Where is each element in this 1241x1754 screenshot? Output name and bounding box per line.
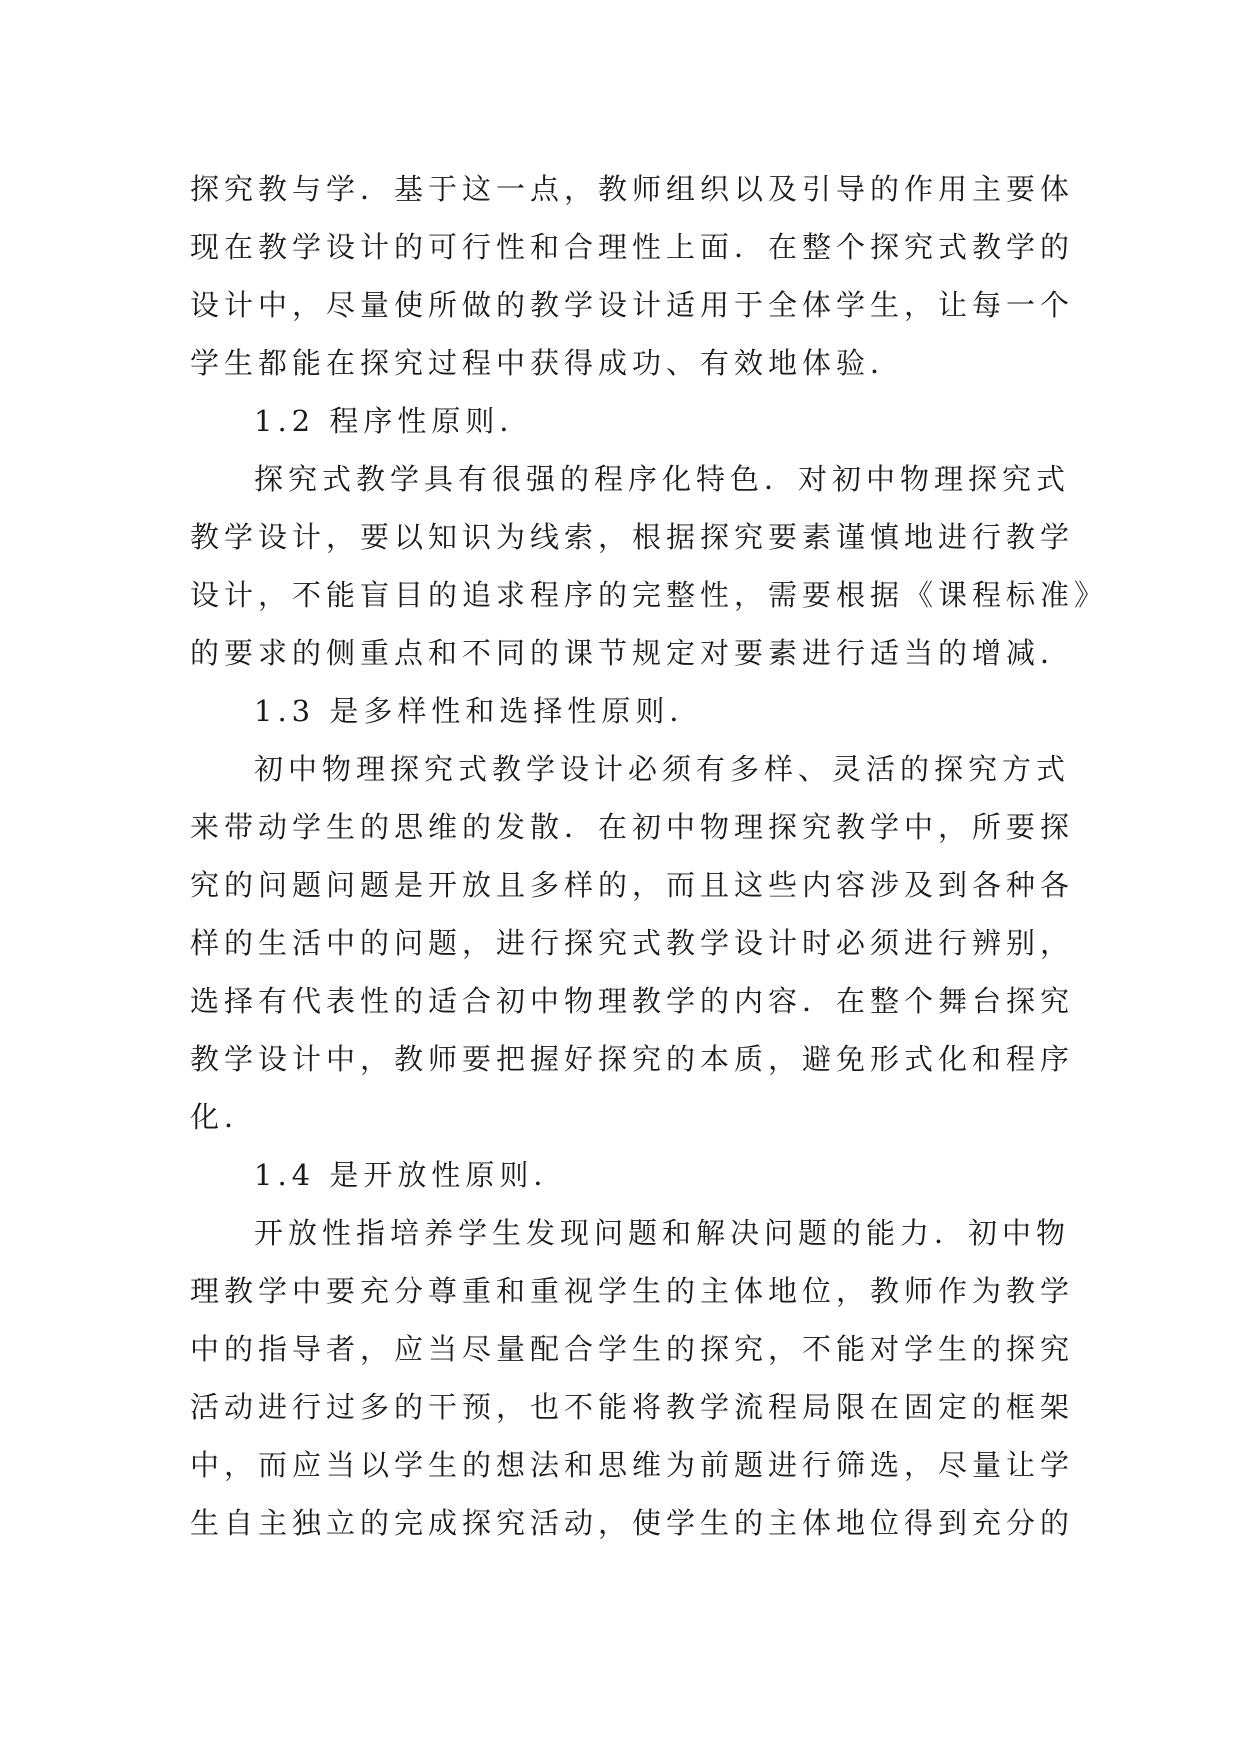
text-line: 来带动学生的思维的发散．在初中物理探究教学中，所要探 [190, 810, 1075, 844]
paragraph-start-line: 1.3 是多样性和选择性原则． [254, 694, 704, 728]
paragraph-start-line: 探究式教学具有很强的程序化特色．对初中物理探究式 [254, 462, 1071, 496]
text-line: 理教学中要充分尊重和重视学生的主体地位，教师作为教学 [190, 1274, 1075, 1308]
text-line: 中的指导者，应当尽量配合学生的探究，不能对学生的探究 [190, 1332, 1075, 1366]
text-line: 选择有代表性的适合初中物理教学的内容．在整个舞台探究 [190, 984, 1075, 1018]
text-line: 的要求的侧重点和不同的课节规定对要素进行适当的增减． [190, 636, 1075, 670]
text-line: 探究教与学．基于这一点，教师组织以及引导的作用主要体 [190, 172, 1075, 206]
text-line: 生自主独立的完成探究活动，使学生的主体地位得到充分的 [190, 1506, 1075, 1540]
paragraph-start-line: 初中物理探究式教学设计必须有多样、灵活的探究方式 [254, 752, 1071, 786]
text-line: 教学设计中，教师要把握好探究的本质，避免形式化和程序 [190, 1042, 1075, 1076]
paragraph-start-line: 1.4 是开放性原则． [254, 1158, 568, 1192]
text-line: 现在教学设计的可行性和合理性上面．在整个探究式教学的 [190, 230, 1075, 264]
text-line: 究的问题问题是开放且多样的，而且这些内容涉及到各种各 [190, 868, 1075, 902]
text-line: 教学设计，要以知识为线索，根据探究要素谨慎地进行教学 [190, 520, 1075, 554]
paragraph-start-line: 开放性指培养学生发现问题和解决问题的能力．初中物 [254, 1216, 1071, 1250]
document-body [190, 160, 1109, 1552]
text-line: 样的生活中的问题，进行探究式教学设计时必须进行辨别， [190, 926, 1075, 960]
text-line: 设计中，尽量使所做的教学设计适用于全体学生，让每一个 [190, 288, 1075, 322]
text-line: 学生都能在探究过程中获得成功、有效地体验． [190, 346, 905, 380]
paragraph-start-line: 1.2 程序性原则． [254, 404, 534, 438]
text-line: 活动进行过多的干预，也不能将教学流程局限在固定的框架 [190, 1390, 1075, 1424]
text-line: 设计，不能盲目的追求程序的完整性，需要根据《课程标准》 [190, 578, 1109, 612]
text-line: 化． [190, 1100, 259, 1134]
text-line: 中，而应当以学生的想法和思维为前题进行筛选，尽量让学 [190, 1448, 1075, 1482]
